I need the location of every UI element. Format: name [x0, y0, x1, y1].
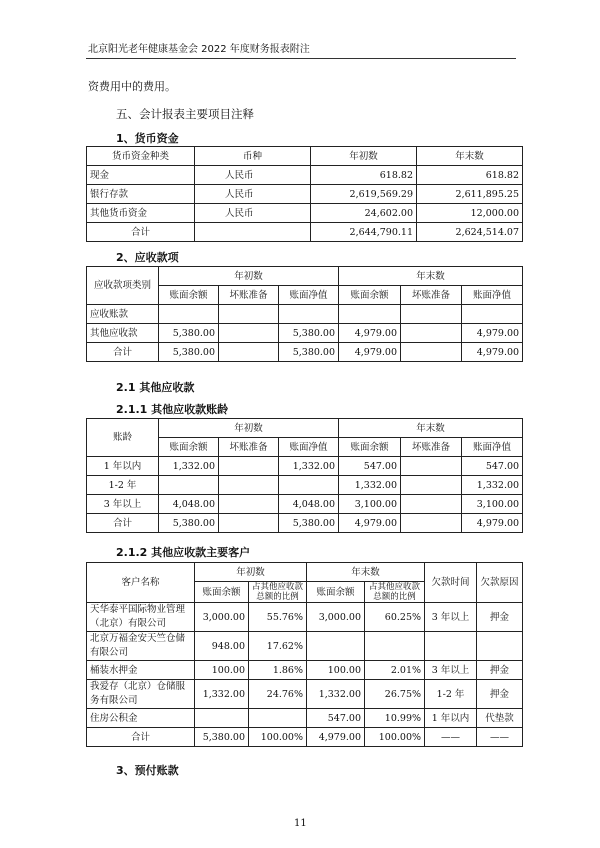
table-row	[87, 185, 523, 204]
header-cell: 年末数	[417, 147, 523, 166]
header-cell: 年初数	[195, 563, 307, 582]
cell: 5,380.00	[279, 514, 339, 533]
header-cell: 坏账准备	[401, 438, 462, 457]
header-cell: 占其他应收款总额的比例	[365, 582, 425, 603]
cell	[195, 709, 249, 728]
cell: 合计	[87, 514, 159, 533]
header-cell: 年初数	[159, 267, 339, 286]
customers-title: 2.1.2 其他应收款主要客户	[116, 546, 251, 559]
header-cell: 年末数	[339, 267, 523, 286]
cell: 现金	[87, 166, 195, 185]
cell	[425, 632, 477, 661]
cell: 618.82	[311, 166, 417, 185]
header-cell: 坏账准备	[219, 438, 279, 457]
cell: ——	[425, 728, 477, 747]
cell	[307, 632, 365, 661]
cell: 10.99%	[365, 709, 425, 728]
cell	[365, 632, 425, 661]
receivables-title: 2、应收款项	[116, 251, 179, 264]
cell: ——	[477, 728, 523, 747]
cell: 3,000.00	[307, 603, 365, 632]
table-row	[87, 166, 523, 185]
cell: 3,100.00	[462, 495, 523, 514]
cash-title: 1、货币资金	[116, 132, 179, 145]
cell: 3,100.00	[339, 495, 401, 514]
cell: 1,332.00	[307, 680, 365, 709]
header-cell: 欠款原因	[477, 563, 523, 603]
header-cell: 坏账准备	[401, 286, 462, 305]
cell: 3 年以上	[425, 603, 477, 632]
cell: 2,624,514.07	[417, 223, 523, 242]
table-row	[87, 476, 523, 495]
table-total-row	[87, 223, 523, 242]
header-cell: 年初数	[159, 419, 339, 438]
cell: 2,619,569.29	[311, 185, 417, 204]
cell	[159, 305, 219, 324]
header-cell: 年末数	[307, 563, 425, 582]
header-rule	[86, 58, 516, 59]
cell	[401, 343, 462, 362]
cell	[401, 476, 462, 495]
cell: 547.00	[339, 457, 401, 476]
header-cell: 账面余额	[339, 438, 401, 457]
cell: 17.62%	[249, 632, 307, 661]
table-row	[87, 661, 523, 680]
table-row	[87, 603, 523, 632]
cell: 押金	[477, 603, 523, 632]
cell: 55.76%	[249, 603, 307, 632]
cell	[219, 495, 279, 514]
cell: 1 年以内	[87, 457, 159, 476]
cell	[401, 324, 462, 343]
cell: 4,979.00	[339, 324, 401, 343]
cell: 5,380.00	[195, 728, 249, 747]
table-header-row	[87, 563, 523, 582]
cell: 人民币	[195, 204, 311, 223]
customers-table	[86, 562, 523, 747]
cell	[401, 305, 462, 324]
header-cell: 年末数	[339, 419, 523, 438]
header-cell: 年初数	[311, 147, 417, 166]
cell: 其他货币资金	[87, 204, 195, 223]
cell	[401, 514, 462, 533]
table-total-row	[87, 343, 523, 362]
table-row	[87, 632, 523, 661]
header-cell: 币种	[195, 147, 311, 166]
table-row	[87, 680, 523, 709]
cell: 4,979.00	[339, 343, 401, 362]
cell: 5,380.00	[159, 514, 219, 533]
header-cell: 应收款项类别	[87, 267, 159, 305]
table-row	[87, 204, 523, 223]
table-header-row	[87, 147, 523, 166]
cell	[249, 709, 307, 728]
cell: 3 年以上	[425, 661, 477, 680]
cell	[477, 632, 523, 661]
cell	[219, 457, 279, 476]
table-row	[87, 305, 523, 324]
cell	[159, 476, 219, 495]
cell: 4,048.00	[159, 495, 219, 514]
cell: 人民币	[195, 185, 311, 204]
table-row	[87, 457, 523, 476]
cell: 人民币	[195, 166, 311, 185]
section-5-title: 五、会计报表主要项目注释	[116, 107, 254, 121]
cell: 5,380.00	[159, 343, 219, 362]
cell: 2.01%	[365, 661, 425, 680]
prepayments-title: 3、预付账款	[116, 764, 179, 777]
cell	[195, 223, 311, 242]
cell: 5,380.00	[279, 324, 339, 343]
cell	[219, 514, 279, 533]
cell: 100.00%	[249, 728, 307, 747]
cell: 代垫款	[477, 709, 523, 728]
cell	[401, 495, 462, 514]
cell	[219, 343, 279, 362]
cell	[462, 305, 523, 324]
cell: 住房公积金	[87, 709, 195, 728]
table-header-row	[87, 267, 523, 286]
cell: 4,979.00	[462, 514, 523, 533]
cell	[219, 476, 279, 495]
cell: 1,332.00	[159, 457, 219, 476]
cell: 3,000.00	[195, 603, 249, 632]
cell: 1,332.00	[339, 476, 401, 495]
cell: 1,332.00	[279, 457, 339, 476]
cell: 北京万福金安天竺仓储有限公司	[87, 632, 195, 661]
cell: 100.00	[307, 661, 365, 680]
header-cell: 客户名称	[87, 563, 195, 603]
cell	[401, 457, 462, 476]
cell: 1.86%	[249, 661, 307, 680]
intro-text: 资费用中的费用。	[88, 80, 176, 93]
cell: 1 年以内	[425, 709, 477, 728]
cell: 1,332.00	[462, 476, 523, 495]
cell: 60.25%	[365, 603, 425, 632]
header-cell: 账面净值	[462, 438, 523, 457]
cell	[339, 305, 401, 324]
table-total-row	[87, 514, 523, 533]
cell: 4,048.00	[279, 495, 339, 514]
table-row	[87, 324, 523, 343]
header-cell: 账面净值	[279, 286, 339, 305]
cell: 押金	[477, 661, 523, 680]
header-cell: 账面净值	[279, 438, 339, 457]
cell: 天华泰平国际物业管理（北京）有限公司	[87, 603, 195, 632]
cell: 4,979.00	[339, 514, 401, 533]
aging-table	[86, 418, 523, 533]
cell: 547.00	[307, 709, 365, 728]
cell	[219, 324, 279, 343]
cell: 桶装水押金	[87, 661, 195, 680]
cell: 1-2 年	[87, 476, 159, 495]
cell: 我爱存（北京）仓储服务有限公司	[87, 680, 195, 709]
table-total-row	[87, 728, 523, 747]
header-cell: 欠款时间	[425, 563, 477, 603]
cell: 应收账款	[87, 305, 159, 324]
header-cell: 账面余额	[159, 286, 219, 305]
cell: 26.75%	[365, 680, 425, 709]
cell	[219, 305, 279, 324]
cell: 5,380.00	[279, 343, 339, 362]
cell: 618.82	[417, 166, 523, 185]
header-cell: 坏账准备	[219, 286, 279, 305]
table-row	[87, 709, 523, 728]
cell: 948.00	[195, 632, 249, 661]
cell: 4,979.00	[462, 324, 523, 343]
cell: 24.76%	[249, 680, 307, 709]
cell: 押金	[477, 680, 523, 709]
cell: 1-2 年	[425, 680, 477, 709]
header-cell: 账面余额	[307, 582, 365, 603]
cell: 1,332.00	[195, 680, 249, 709]
cell	[279, 476, 339, 495]
header-cell: 账面余额	[159, 438, 219, 457]
other-receivables-title: 2.1 其他应收款	[116, 381, 195, 394]
header-cell: 账龄	[87, 419, 159, 457]
cell: 3 年以上	[87, 495, 159, 514]
cell: 100.00%	[365, 728, 425, 747]
cell: 合计	[87, 223, 195, 242]
cell: 547.00	[462, 457, 523, 476]
header-cell: 货币资金种类	[87, 147, 195, 166]
cell: 100.00	[195, 661, 249, 680]
page-number: 11	[294, 818, 307, 829]
table-row	[87, 495, 523, 514]
header-cell: 账面余额	[339, 286, 401, 305]
header-cell: 账面余额	[195, 582, 249, 603]
cell: 其他应收款	[87, 324, 159, 343]
header-cell: 占其他应收款总额的比例	[249, 582, 307, 603]
cell: 银行存款	[87, 185, 195, 204]
cell: 4,979.00	[462, 343, 523, 362]
receivables-table	[86, 266, 523, 362]
page-header: 北京阳光老年健康基金会 2022 年度财务报表附注	[88, 44, 310, 55]
cell: 4,979.00	[307, 728, 365, 747]
cell: 2,611,895.25	[417, 185, 523, 204]
cell: 合计	[87, 343, 159, 362]
aging-title: 2.1.1 其他应收款账龄	[116, 403, 229, 416]
cell: 合计	[87, 728, 195, 747]
cell	[279, 305, 339, 324]
cell: 12,000.00	[417, 204, 523, 223]
table-header-row	[87, 419, 523, 438]
cell: 2,644,790.11	[311, 223, 417, 242]
cell: 5,380.00	[159, 324, 219, 343]
cell: 24,602.00	[311, 204, 417, 223]
cash-table	[86, 146, 523, 242]
header-cell: 账面净值	[462, 286, 523, 305]
